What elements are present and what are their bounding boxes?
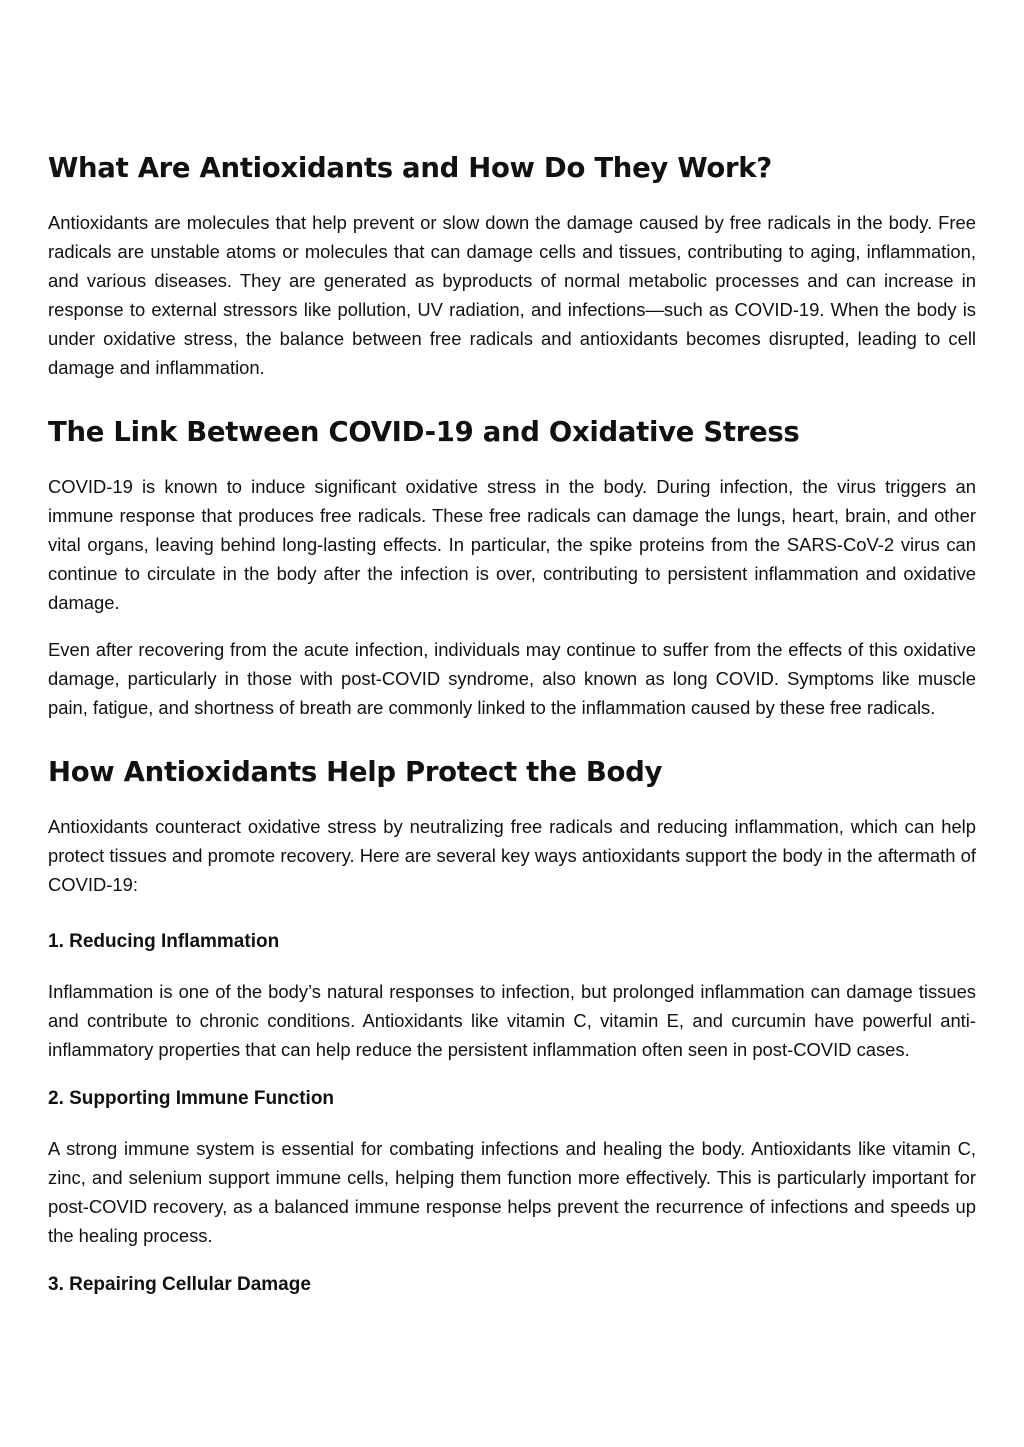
document-page (48, 0, 976, 1298)
paragraph-antioxidants-protect-intro: Antioxidants counteract oxidative stress by neutralizing free radicals and reducing inflammation, which can help protect tissues and promote recovery. Here are several key ways antioxidants support the body in the aftermath of COVID-19: (48, 816, 976, 895)
section-heading-antioxidants: What Are Antioxidants and How Do They Work? (48, 152, 772, 184)
paragraph-covid-oxidative-stress: COVID-19 is known to induce significant oxidative stress in the body. During infection, the virus triggers an immune response that produces free radicals. These free radicals can damage the lungs, heart, brain, and other vital organs, leaving behind long-lasting effects. In particular, the spike proteins from the SARS-CoV-2 virus can continue to circulate in the body after the infection is over, contributing to persistent inflammation and oxidative damage. (48, 476, 976, 613)
section-heading-antioxidants-protect: How Antioxidants Help Protect the Body (48, 756, 663, 788)
paragraph-supporting-immune-function: A strong immune system is essential for combating infections and healing the body. Antioxidants like vitamin C, zinc, and selenium support immune cells, helping them function more effectively. This is particularly important for post-COVID recovery, as a balanced immune response helps prevent the recurrence of infections and speeds up the healing process. (48, 1138, 976, 1246)
paragraph-reducing-inflammation: Inflammation is one of the body’s natural responses to infection, but prolonged inflammation can damage tissues and contribute to chronic conditions. Antioxidants like vitamin C, vitamin E, and curcumin have powerful anti-inflammatory properties that can help reduce the persistent inflammation often seen in post-COVID cases. (48, 981, 976, 1060)
subheading-supporting-immune-function: 2. Supporting Immune Function (48, 1088, 335, 1109)
subheading-repairing-cellular-damage: 3. Repairing Cellular Damage (48, 1274, 311, 1295)
subheading-reducing-inflammation: 1. Reducing Inflammation (48, 931, 280, 952)
section-heading-covid-oxidative-stress: The Link Between COVID-19 and Oxidative Stress (48, 416, 800, 448)
paragraph-long-covid: Even after recovering from the acute infection, individuals may continue to suffer from the effects of this oxidative damage, particularly in those with post-COVID syndrome, also known as long COVID. Symptoms like muscle pain, fatigue, and shortness of breath are commonly linked to the inflammation caused by these free radicals. (48, 639, 976, 718)
paragraph-antioxidants-intro: Antioxidants are molecules that help prevent or slow down the damage caused by free radicals in the body. Free radicals are unstable atoms or molecules that can damage cells and tissues, contributing to aging, inflammation, and various diseases. They are generated as byproducts of normal metabolic processes and can increase in response to external stressors like pollution, UV radiation, and infections—such as COVID-19. When the body is under oxidative stress, the balance between free radicals and antioxidants becomes disrupted, leading to cell damage and inflammation. (48, 212, 976, 378)
